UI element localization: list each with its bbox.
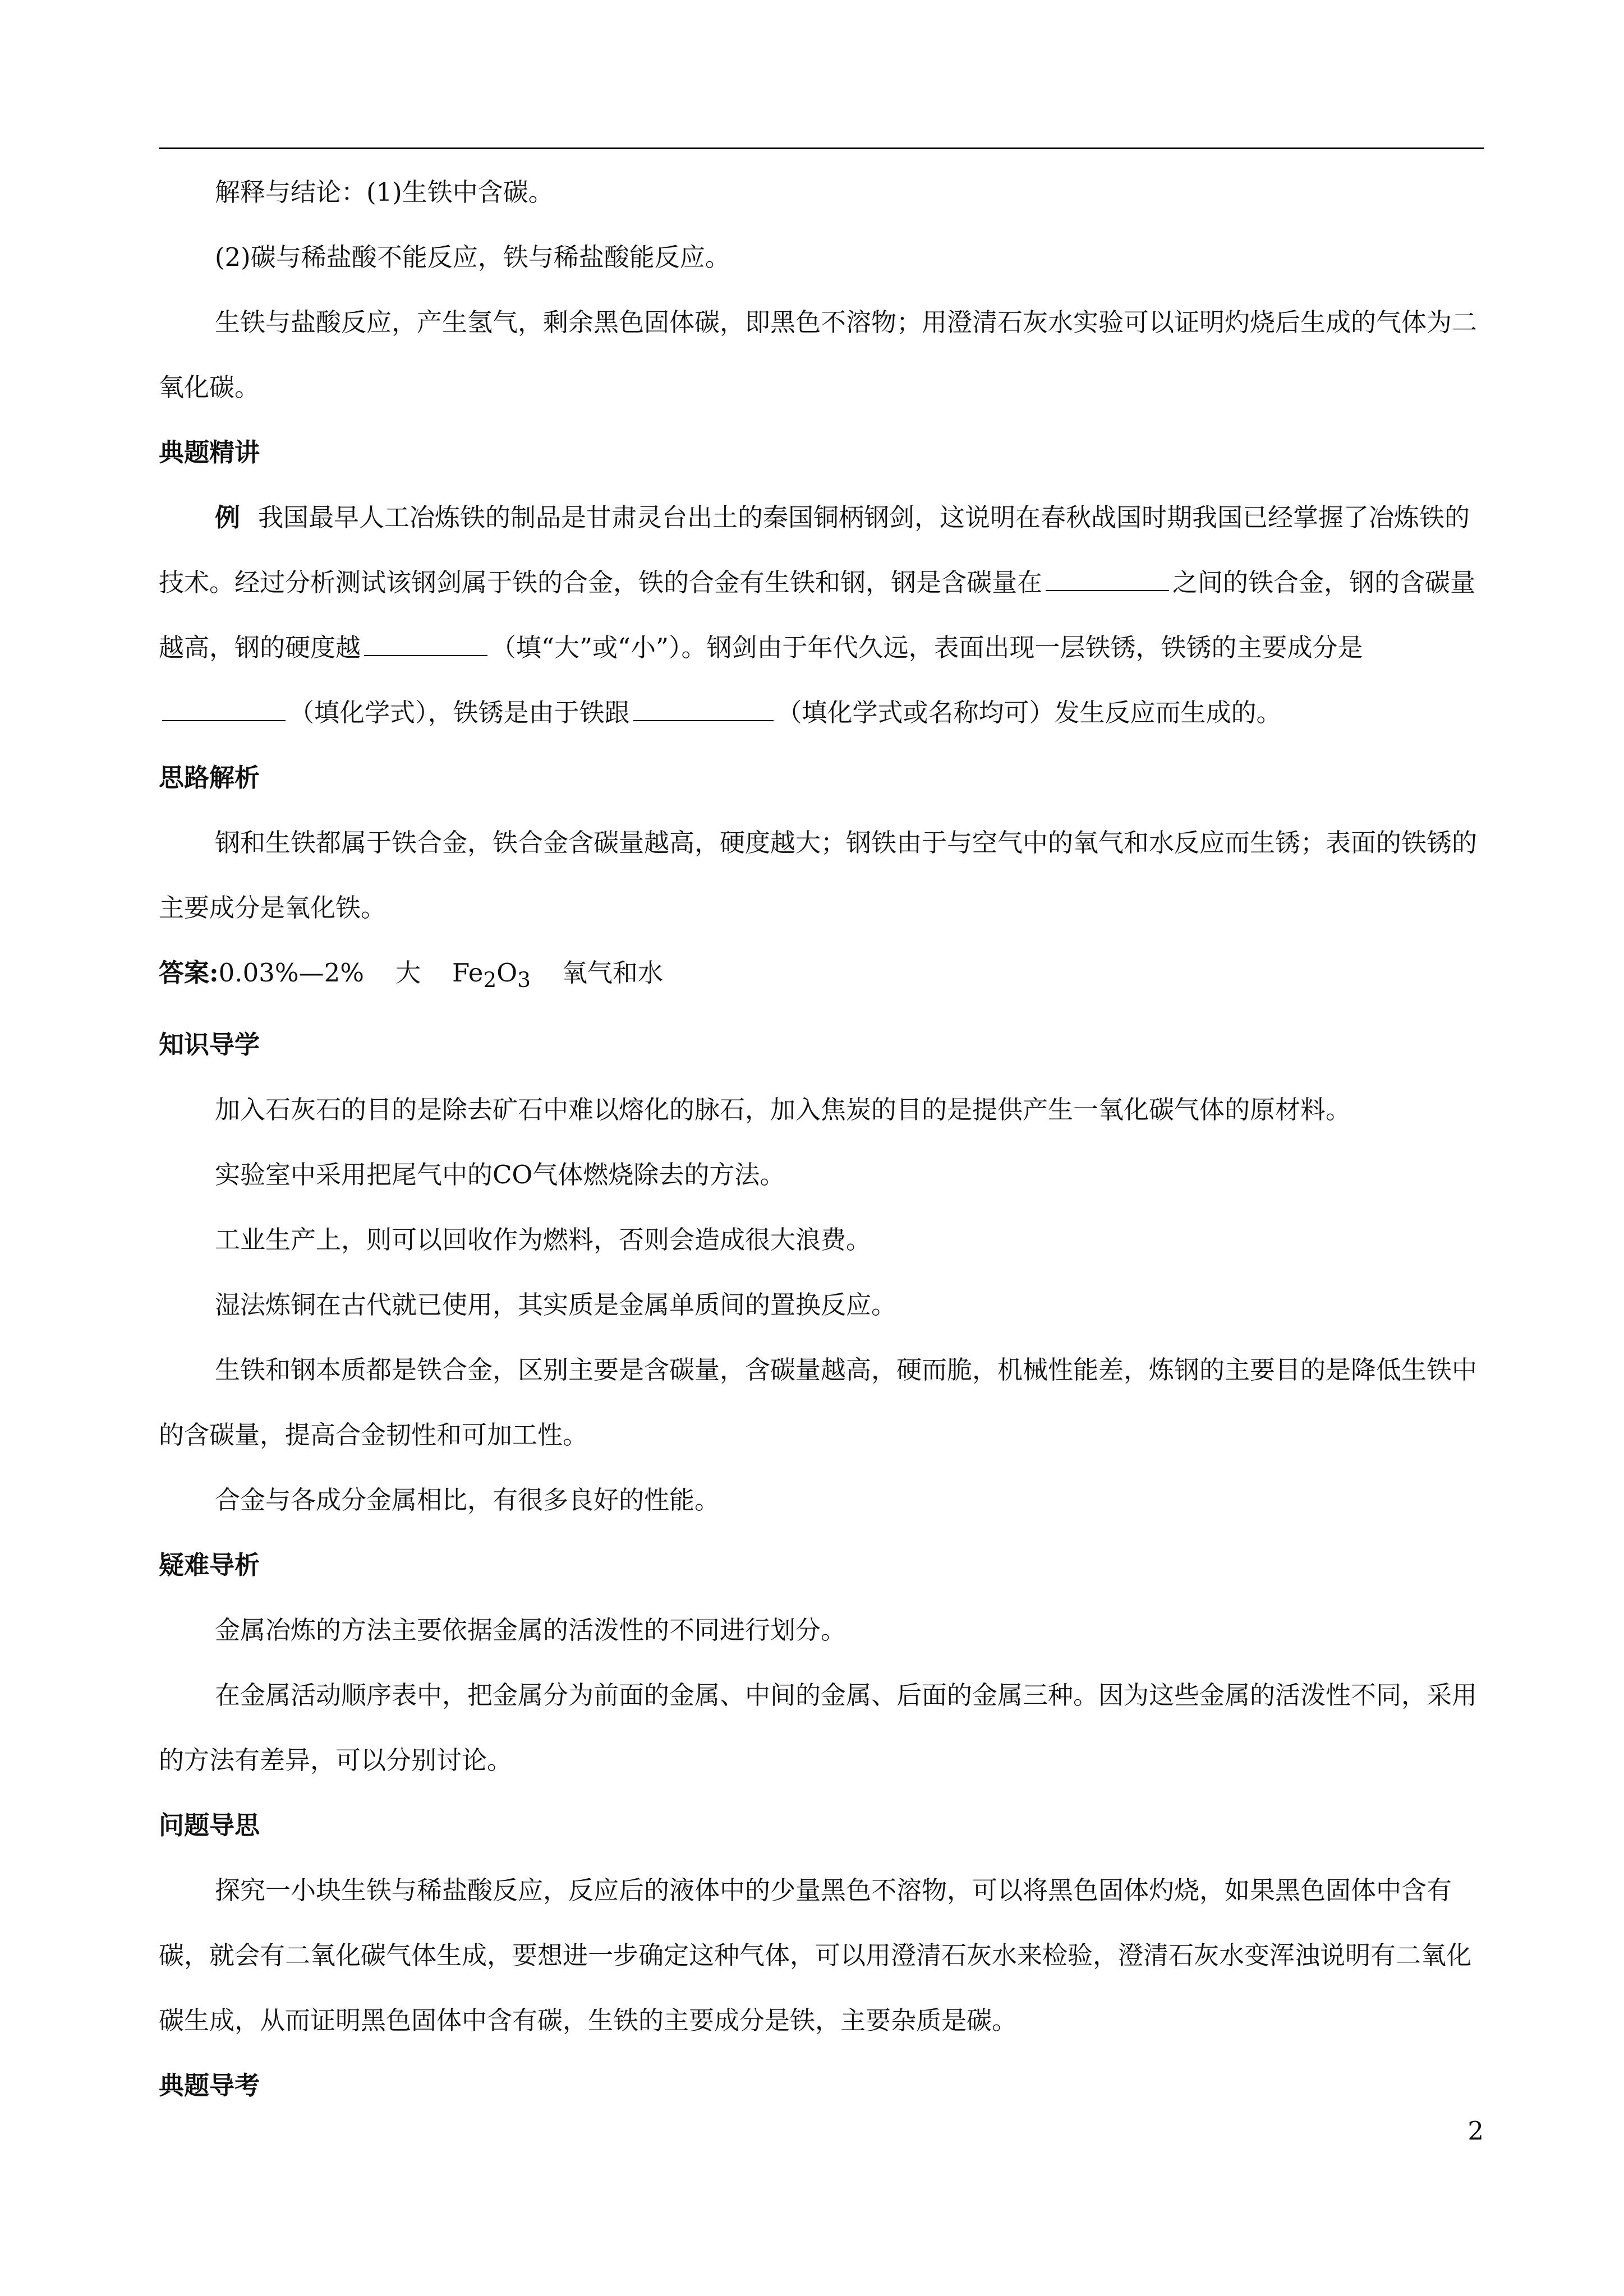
page-number: 2 [1467, 2116, 1484, 2146]
problem-thinking-paragraph: 探究一小块生铁与稀盐酸反应，反应后的液体中的少量黑色不溶物，可以将黑色固体灼烧，如果黑色固体中含有碳，就会有二氧化碳气体生成，要想进一步确定这种气体，可以用澄清石灰水来检验，澄清石灰水变浑浊说明有二氧化碳生成，从而证明黑色固体中含有碳，生铁的主要成分是铁，主要杂质是碳。 [159, 1875, 1472, 2035]
answer-formula [452, 958, 531, 992]
example-text-2: 之间的铁合金，钢的含碳量越高，钢的硬度越 [159, 568, 1476, 662]
heading-knowledge-guide: 知识导学 [159, 1030, 260, 1059]
knowledge-5: 生铁和钢本质都是铁合金，区别主要是含碳量，含碳量越高，硬而脆，机械性能差，炼钢的主要目的是降低生铁中的含碳量，提高合金韧性和可加工性。 [159, 1355, 1478, 1450]
heading-problem-thinking: 问题导思 [159, 1810, 260, 1840]
page-content [159, 160, 1484, 2118]
heading-solution-analysis: 思路解析 [159, 763, 260, 792]
explanation-conclusion-2: (2)碳与稀盐酸不能反应，铁与稀盐酸能反应。 [215, 242, 730, 272]
answer-colon: : [209, 958, 219, 988]
explanation-conclusion-1: 解释与结论：(1)生铁中含碳。 [215, 177, 554, 207]
knowledge-4: 湿法炼铜在古代就已使用，其实质是金属单质间的置换反应。 [215, 1290, 897, 1320]
example-text-3: （填“大”或“小”）。钢剑由于年代久远，表面出现一层铁锈，铁锈的主要成分是 [491, 633, 1363, 662]
answer-line [159, 940, 1484, 1012]
answer-blank-3 [162, 701, 286, 721]
difficulty-2: 在金属活动顺序表中，把金属分为前面的金属、中间的金属、后面的金属三种。因为这些金属的活泼性不同，采用的方法有差异，可以分别讨论。 [159, 1680, 1478, 1775]
answer-label: 答案 [159, 958, 210, 988]
formula-o: O [496, 958, 518, 988]
example-text-1: 我国最早人工冶炼铁的制品是甘肃灵台出土的秦国铜柄钢剑，这说明在春秋战国时期我国已经掌握了冶炼铁的技术。经过分析测试该钢剑属于铁的合金，铁的合金有生铁和钢，钢是含碳量在 [159, 502, 1470, 597]
answer-blank-4 [633, 701, 774, 721]
example-question [159, 485, 1484, 745]
knowledge-3: 工业生产上，则可以回收作为燃料，否则会造成很大浪费。 [215, 1225, 872, 1255]
heading-typical-example: 典题精讲 [159, 437, 260, 467]
answer-value-reactants: 氧气和水 [562, 958, 664, 988]
answer-value-range: 0.03%—2% [218, 958, 364, 988]
answer-blank-1 [1046, 571, 1169, 591]
header-rule [159, 147, 1484, 149]
knowledge-6: 合金与各成分金属相比，有很多良好的性能。 [215, 1485, 720, 1515]
heading-typical-guide: 典题导考 [159, 2071, 260, 2100]
formula-sub-3: 3 [517, 967, 531, 992]
example-text-4: （填化学式），铁锈是由于铁跟 [289, 698, 630, 727]
answer-blank-2 [364, 636, 487, 656]
example-text-5: （填化学式或名称均可）发生反应而生成的。 [776, 698, 1282, 727]
difficulty-1: 金属冶炼的方法主要依据金属的活泼性的不同进行划分。 [215, 1615, 846, 1645]
knowledge-2: 实验室中采用把尾气中的CO气体燃烧除去的方法。 [215, 1160, 785, 1190]
heading-difficulty-analysis: 疑难导析 [159, 1550, 260, 1580]
explanation-paragraph: 生铁与盐酸反应，产生氢气，剩余黑色固体碳，即黑色不溶物；用澄清石灰水实验可以证明灼烧后生成的气体为二氧化碳。 [159, 307, 1478, 402]
answer-value-hardness: 大 [395, 958, 421, 988]
formula-sub-2: 2 [483, 967, 497, 992]
knowledge-1: 加入石灰石的目的是除去矿石中难以熔化的脉石，加入焦炭的目的是提供产生一氧化碳气体的原材料。 [215, 1095, 1351, 1124]
example-label: 例 [215, 502, 241, 532]
analysis-paragraph: 钢和生铁都属于铁合金，铁合金含碳量越高，硬度越大；钢铁由于与空气中的氧气和水反应而生锈；表面的铁锈的主要成分是氧化铁。 [159, 828, 1478, 923]
formula-fe: Fe [452, 958, 484, 988]
